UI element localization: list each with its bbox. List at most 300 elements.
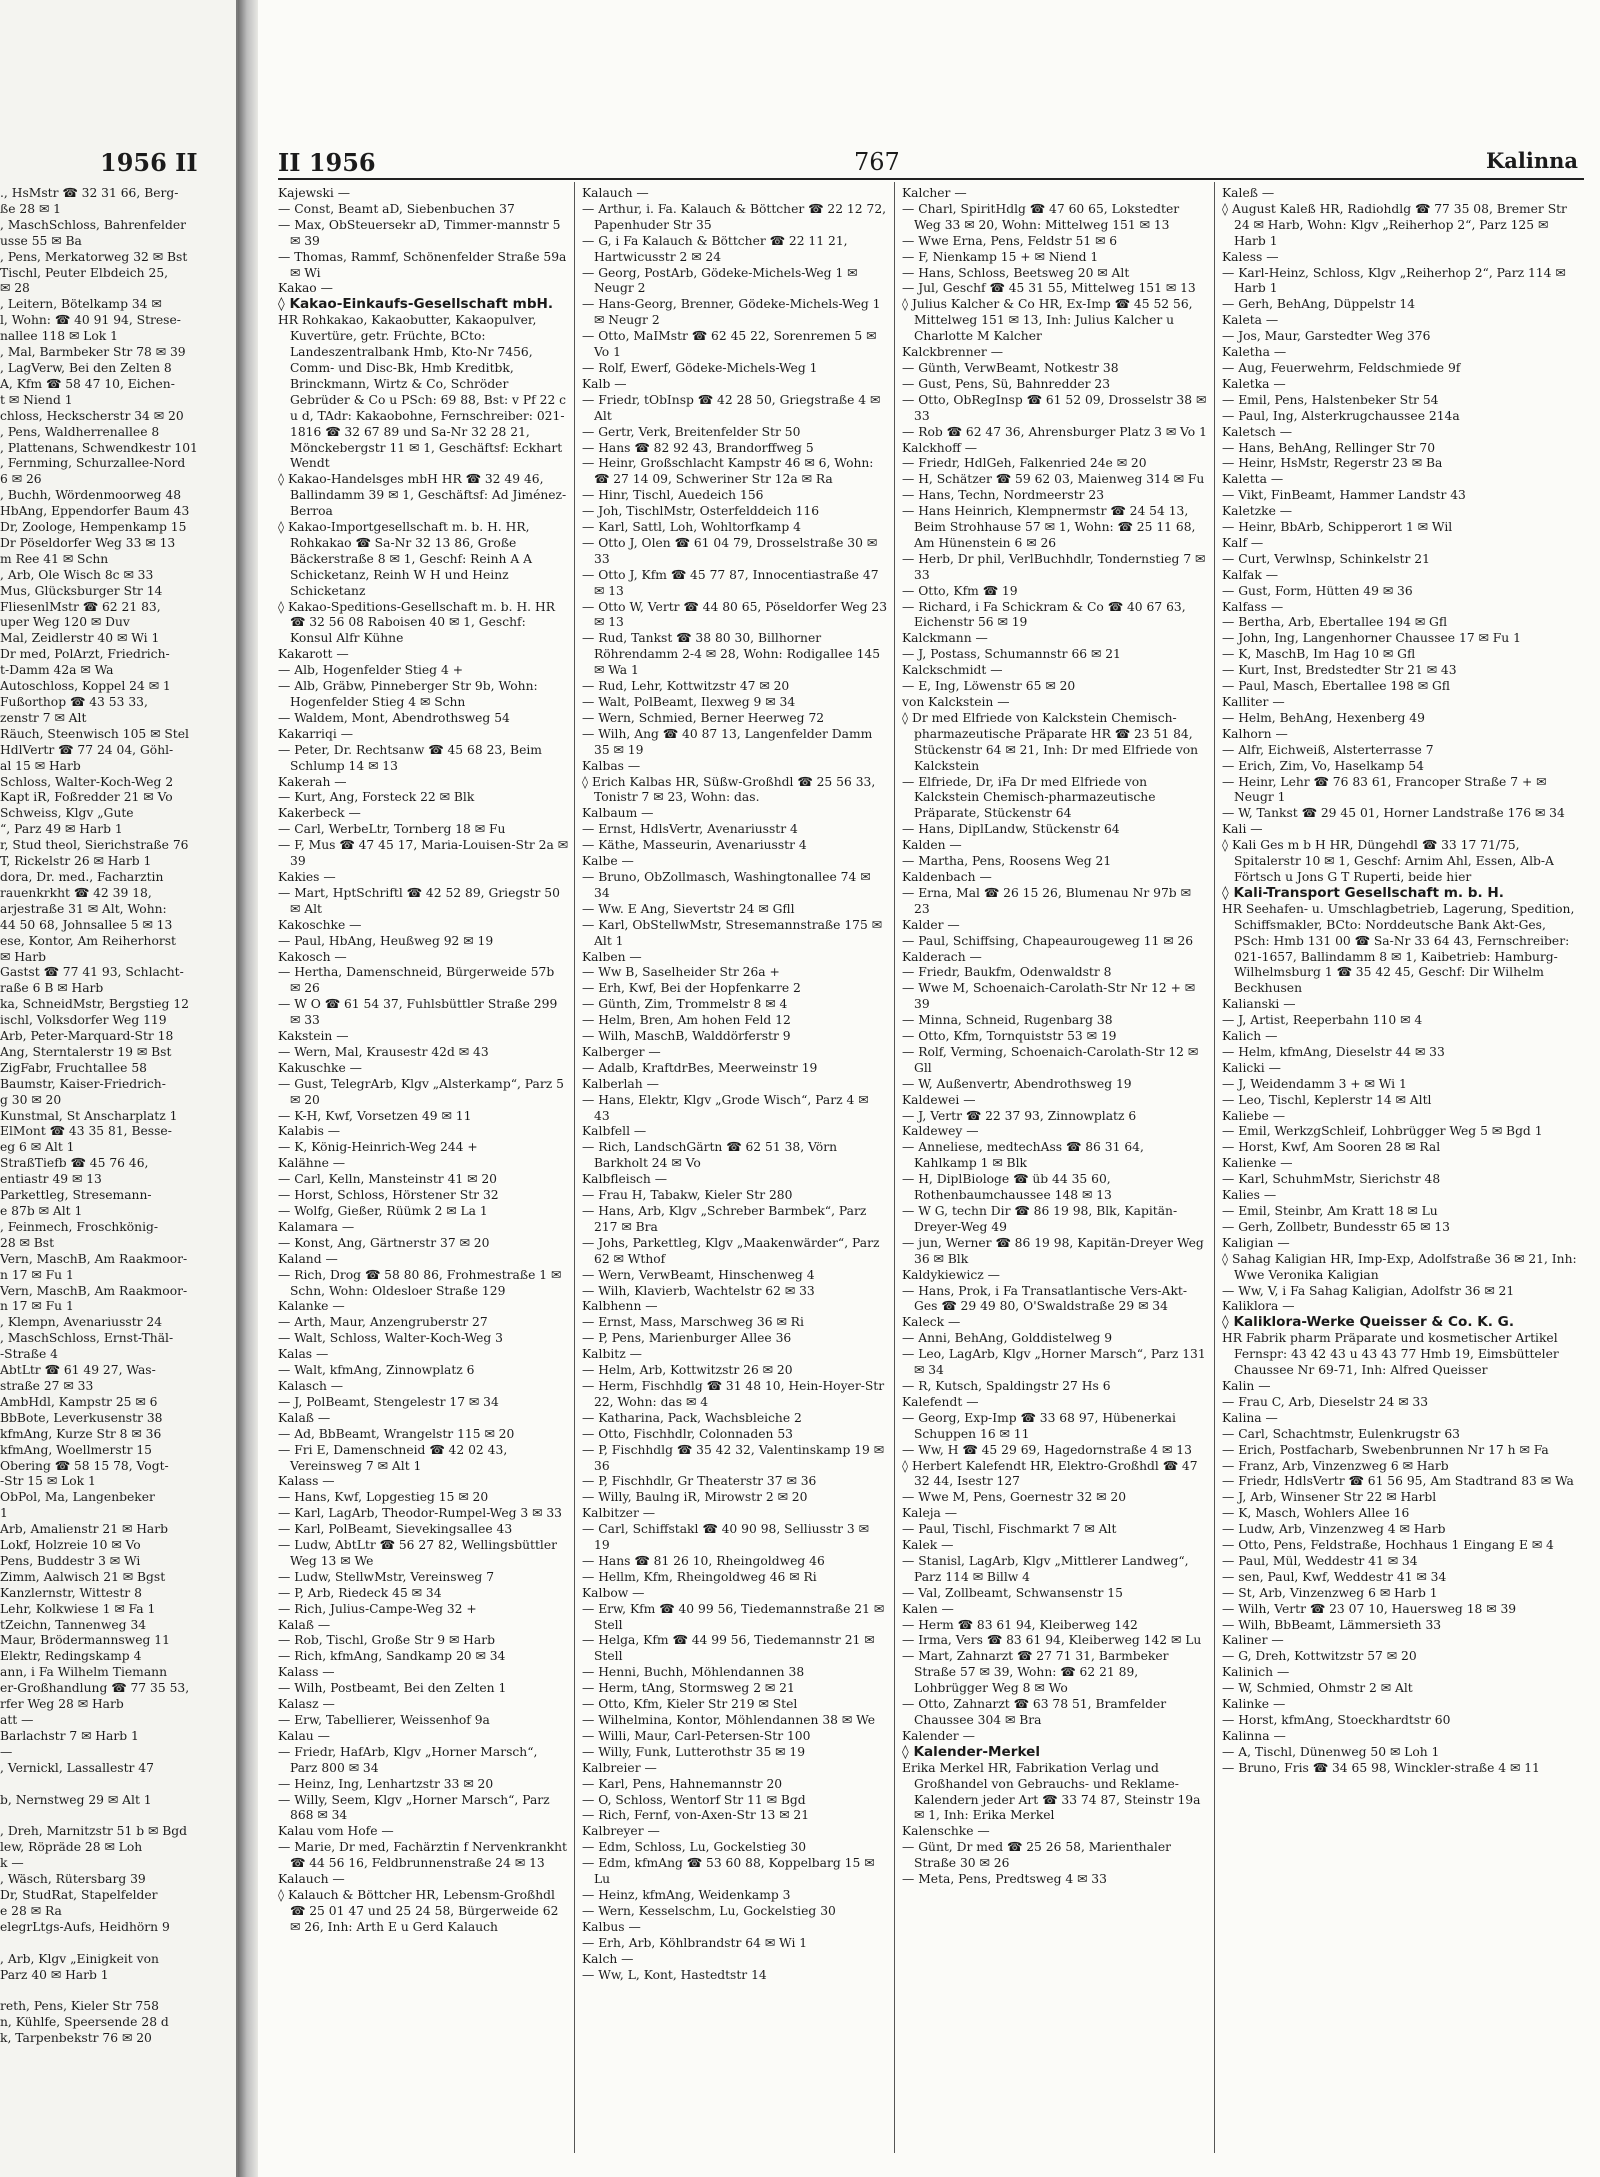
- directory-entry: — Vikt, FinBeamt, Hammer Landstr 43: [1222, 488, 1466, 503]
- directory-entry: Kaland —: [278, 1251, 338, 1266]
- directory-entry: — Wolfg, Gießer, Rüümk 2 ✉ La 1: [278, 1204, 488, 1218]
- directory-entry: — Herb, Dr phil, VerlBuchhdlr, Tondernstieg 7 ✉ 33: [902, 551, 1206, 582]
- firm-heading: ◊ Kakao-Einkaufs-Gesellschaft mbH.: [278, 296, 554, 313]
- directory-entry: Kalauch —: [278, 1872, 345, 1887]
- directory-entry: Kalbitzer —: [582, 1506, 656, 1521]
- directory-entry: — Heinr, BbArb, Schipperort 1 ✉ Wil: [1222, 520, 1453, 535]
- left-line: usse 55 ✉ Ba: [0, 233, 82, 248]
- directory-entry: Kaleja —: [902, 1506, 958, 1521]
- directory-entry: Kalbreyer —: [582, 1824, 660, 1839]
- left-line: Arb, Peter-Marquard-Str 18: [0, 1029, 174, 1044]
- left-line: HbAng, Eppendorfer Baum 43: [0, 504, 190, 519]
- directory-entry: Kaleck —: [902, 1315, 961, 1330]
- directory-entry: — Ludw, AbtLtr ☎ 56 27 82, Wellingsbüttler Weg 13 ✉ We: [278, 1538, 558, 1568]
- directory-entry: — Paul, Ing, Alsterkrugchaussee 214a: [1222, 408, 1460, 423]
- directory-entry: — J, Arb, Winsener Str 22 ✉ Harbl: [1222, 1490, 1437, 1505]
- left-line: Ang, Sterntalerstr 19 ✉ Bst: [0, 1044, 172, 1059]
- left-line: 44 50 68, Johnsallee 5 ✉ 13: [0, 917, 173, 932]
- directory-entry: Kaliner —: [1222, 1633, 1284, 1648]
- left-line: AbtLtr ☎ 61 49 27, Was-: [0, 1363, 156, 1378]
- directory-entry: — Willy, Baulng iR, Mirowstr 2 ✉ 20: [582, 1490, 808, 1505]
- directory-entry: — Ernst, Mass, Marschweg 36 ✉ Ri: [582, 1315, 804, 1330]
- directory-entry: Kalasz —: [278, 1697, 335, 1712]
- directory-entry: — J, Vertr ☎ 22 37 93, Zinnowplatz 6: [902, 1108, 1137, 1123]
- directory-entry: Kalaß —: [278, 1410, 331, 1425]
- directory-entry: Kalienke —: [1222, 1156, 1293, 1171]
- directory-entry: — Rich, Drog ☎ 58 80 86, Frohmestraße 1 ✉ Schn, Wohn: Oldesloer Straße 129: [278, 1267, 562, 1298]
- directory-entry: — Wwe M, Schoenaich-Carolath-Str Nr 12 + ✉ 39: [902, 981, 1196, 1012]
- left-line: Mus, Glücksburger Str 14: [0, 583, 163, 598]
- directory-entry: Kalau —: [278, 1728, 330, 1743]
- directory-entry: Kakao —: [278, 281, 333, 296]
- directory-entry: — Val, Zollbeamt, Schwansenstr 15: [902, 1585, 1123, 1600]
- directory-entry: Kalinna —: [1222, 1728, 1286, 1743]
- directory-entry: HR Seehafen- u. Umschlagbetrieb, Lagerung, Spedition, Schiffsmakler, BCto: Norddeutsche Bank Akt-Ges, PSch: Hmb 131 00 ☎ Sa-Nr 33 64 43, Fernschreiber: 021-1657, Ballindamm 8 ✉ 1, Kaibetrieb: Hamburg-Wilhelmsburg 1 ☎ 35 42 45, Geschf: Dir Wilhelm Beckhusen: [1222, 901, 1575, 996]
- directory-entry: — Georg, Exp-Imp ☎ 33 68 97, Hübenerkai Schuppen 16 ✉ 11: [902, 1410, 1176, 1441]
- directory-entry: Kalender —: [902, 1728, 975, 1743]
- left-line: Obering ☎ 58 15 78, Vogt-: [0, 1458, 169, 1473]
- directory-entry: — Rich, Julius-Campe-Weg 32 +: [278, 1601, 477, 1616]
- directory-entry: — Willy, Seem, Klgv „Horner Marsch“, Parz 868 ✉ 34: [278, 1792, 550, 1823]
- directory-entry: — H, Schätzer ☎ 59 62 03, Maienweg 314 ✉ Fu: [902, 472, 1205, 487]
- left-line: FliesenlMstr ☎ 62 21 83,: [0, 599, 161, 614]
- directory-entry: — Karl, LagArb, Theodor-Rumpel-Weg 3 ✉ 33: [278, 1506, 562, 1521]
- directory-entry: — J, Postass, Schumannstr 66 ✉ 21: [902, 647, 1121, 662]
- directory-entry: Kalckmann —: [902, 631, 988, 646]
- directory-entry: — Karl-Heinz, Schloss, Klgv „Reiherhop 2“, Parz 114 ✉ Harb 1: [1222, 265, 1566, 296]
- directory-entry: — J, Artist, Reeperbahn 110 ✉ 4: [1222, 1013, 1423, 1028]
- left-line: tZeichn, Tannenweg 34: [0, 1617, 147, 1632]
- directory-entry: — Joh, TischlMstr, Osterfelddeich 116: [582, 504, 820, 519]
- left-line: t-Damm 42a ✉ Wa: [0, 663, 114, 678]
- directory-entry: Kalfass —: [1222, 599, 1284, 614]
- directory-entry: — Günth, Zim, Trommelstr 8 ✉ 4: [582, 997, 788, 1012]
- directory-entry: HR Rohkakao, Kakaobutter, Kakaopulver, Kuvertüre, getr. Früchte, BCto: Landeszentralbank Hmb, Kto-Nr 7456, Comm- und Disc-Bk, Hmb Kreditbk, Brinckmann, Wirtz & Co, Schröder Gebrüder & Co u PSch: 69 88, Bst: v Pf 22 c u d, TAdr: Kakaobohne, Fernschreiber: 021-1816 ☎ 32 67 89 und Sa-Nr 32 28 21, Mönckebergstr 11 ✉ 1, Geschäftsf: Eckhart Wendt: [278, 313, 567, 471]
- directory-entry: Kalbhenn —: [582, 1299, 658, 1314]
- directory-entry: — Wilh, Postbeamt, Bei den Zelten 1: [278, 1681, 507, 1696]
- directory-entry: — W G, techn Dir ☎ 86 19 98, Blk, Kapitän-Dreyer-Weg 49: [902, 1204, 1178, 1234]
- left-line: AmbHdl, Kampstr 25 ✉ 6: [0, 1394, 158, 1409]
- directory-entry: Kalefendt —: [902, 1394, 979, 1409]
- left-line: “, Parz 49 ✉ Harb 1: [0, 822, 123, 837]
- directory-entry: — Gust, Form, Hütten 49 ✉ 36: [1222, 583, 1413, 598]
- directory-entry: ◊ Julius Kalcher & Co HR, Ex-Imp ☎ 45 52 56, Mittelweg 151 ✉ 13, Inh: Julius Kalcher u Charlotte M Kalcher: [902, 297, 1193, 344]
- directory-entry: Kalb —: [582, 376, 627, 391]
- directory-entry: — Horst, kfmAng, Stoeckhardtstr 60: [1222, 1713, 1451, 1727]
- directory-entry: — Wern, VerwBeamt, Hinschenweg 4: [582, 1267, 815, 1282]
- directory-entry: — G, Dreh, Kottwitzstr 57 ✉ 20: [1222, 1649, 1417, 1664]
- directory-entry: Kalberlah —: [582, 1076, 659, 1091]
- directory-entry: — Hertha, Damenschneid, Bürgerweide 57b ✉ 26: [278, 965, 555, 996]
- running-head-volume: [278, 148, 376, 177]
- directory-entry: Erika Merkel HR, Fabrikation Verlag und Großhandel von Gebrauchs- und Reklame-Kalendern jeder Art ☎ 33 74 87, Steinstr 19a ✉ 1, Inh: Erika Merkel: [902, 1760, 1201, 1823]
- directory-entry: — Rolf, Verming, Schoenaich-Carolath-Str 12 ✉ Gll: [902, 1044, 1199, 1075]
- directory-entry: Kaliebe —: [1222, 1108, 1286, 1123]
- directory-entry: — Gerh, BehAng, Düppelstr 14: [1222, 297, 1416, 312]
- directory-entry: — Wwe Erna, Pens, Feldstr 51 ✉ 6: [902, 233, 1118, 248]
- left-line: ße 28 ✉ 1: [0, 201, 61, 216]
- left-line: zenstr 7 ✉ Alt: [0, 710, 87, 725]
- directory-entry: — Friedr, HafArb, Klgv „Horner Marsch“, Parz 800 ✉ 34: [278, 1744, 538, 1775]
- directory-entry: Kalass —: [278, 1474, 335, 1489]
- directory-entry: — Carl, WerbeLtr, Tornberg 18 ✉ Fu: [278, 822, 506, 837]
- directory-entry: Kakoschke —: [278, 917, 362, 932]
- directory-entry: — Ww, L, Kont, Hastedtstr 14: [582, 1967, 767, 1982]
- directory-entry: — Rich, LandschGärtn ☎ 62 51 38, Vörn Barkholt 24 ✉ Vo: [582, 1140, 837, 1171]
- left-line: , Feinmech, Froschkönig-: [0, 1219, 159, 1234]
- directory-entry: — Herm, Fischhdlg ☎ 31 48 10, Hein-Hoyer-Str 22, Wohn: das ✉ 4: [582, 1378, 885, 1409]
- directory-entry: — Helm, kfmAng, Dieselstr 44 ✉ 33: [1222, 1044, 1445, 1059]
- left-line: straße 27 ✉ 33: [0, 1378, 94, 1393]
- directory-entry: — Friedr, tObInsp ☎ 42 28 50, Griegstraße 4 ✉ Alt: [582, 392, 881, 423]
- left-line: e 87b ✉ Alt 1: [0, 1204, 83, 1218]
- directory-entry: Kalbus —: [582, 1919, 641, 1934]
- left-line: Schloss, Walter-Koch-Weg 2: [0, 774, 174, 789]
- directory-entry: — Erw, Kfm ☎ 40 99 56, Tiedemannstraße 21 ✉ Stell: [582, 1601, 885, 1632]
- directory-entry: — Waldem, Mont, Abendrothsweg 54: [278, 710, 510, 725]
- left-line: Tischl, Peuter Elbdeich 25,: [0, 265, 169, 280]
- left-line: , Buchh, Wördenmoorweg 48: [0, 488, 182, 503]
- directory-entry: — Arthur, i. Fa. Kalauch & Böttcher ☎ 22 12 72, Papenhuder Str 35: [582, 201, 887, 232]
- directory-entry: — Gertr, Verk, Breitenfelder Str 50: [582, 424, 801, 439]
- directory-entry: — Wilh, MaschB, Walddörferstr 9: [582, 1029, 791, 1044]
- directory-entry: — Emil, WerkzgSchleif, Lohbrügger Weg 5 ✉ Bgd 1: [1222, 1124, 1543, 1139]
- directory-entry: — Marie, Dr med, Fachärztin f Nervenkrankht ☎ 44 56 16, Feldbrunnenstraße 24 ✉ 13: [278, 1840, 567, 1871]
- directory-entry: — Otto J, Kfm ☎ 45 77 87, Innocentiastraße 47 ✉ 13: [582, 567, 879, 598]
- directory-entry: — Edm, kfmAng ☎ 53 60 88, Koppelbarg 15 ✉ Lu: [582, 1856, 875, 1887]
- directory-entry: Kalfak —: [1222, 567, 1278, 582]
- directory-entry: — Otto, Fischhdlr, Colonnaden 53: [582, 1426, 793, 1441]
- left-line: , Pens, Waldherrenallee 8: [0, 424, 160, 439]
- left-line: , MaschSchloss, Ernst-Thäl-: [0, 1331, 174, 1346]
- directory-entry: — Friedr, HdlsVertr ☎ 61 56 95, Am Stadtrand 83 ✉ Wa: [1222, 1474, 1574, 1489]
- directory-entry: — Franz, Arb, Vinzenzweg 6 ✉ Harb: [1222, 1458, 1449, 1473]
- directory-entry: Kalamara —: [278, 1219, 355, 1234]
- left-line: , Mal, Barmbeker Str 78 ✉ 39: [0, 345, 186, 360]
- directory-entry: — Leo, Tischl, Keplerstr 14 ✉ Altl: [1222, 1092, 1432, 1107]
- directory-entry: Kaletsch —: [1222, 424, 1292, 439]
- directory-entry: — Helm, Arb, Kottwitzstr 26 ✉ 20: [582, 1363, 793, 1378]
- left-line: Kunstmal, St Anscharplatz 1: [0, 1108, 178, 1123]
- left-line: ann, i Fa Wilhelm Tiemann: [0, 1665, 167, 1680]
- directory-entry: — Ludw, Arb, Vinzenzweg 4 ✉ Harb: [1222, 1522, 1446, 1537]
- directory-entry: — Wilh, BbBeamt, Lämmersieth 33: [1222, 1617, 1442, 1632]
- left-line: Kapt iR, Foßredder 21 ✉ Vo: [0, 790, 173, 805]
- directory-entry: — W, Schmied, Ohmstr 2 ✉ Alt: [1222, 1681, 1413, 1696]
- directory-entry: Kalf —: [1222, 535, 1264, 550]
- left-line: al 15 ✉ Harb: [0, 758, 81, 773]
- left-line: , Pens, Merkatorweg 32 ✉ Bst: [0, 249, 188, 264]
- directory-entry: Kalberger —: [582, 1044, 661, 1059]
- directory-entry: — W, Außenvertr, Abendrothsweg 19: [902, 1076, 1132, 1091]
- directory-entry: — jun, Werner ☎ 86 19 98, Kapitän-Dreyer Weg 36 ✉ Blk: [902, 1235, 1204, 1266]
- column-divider: [1214, 182, 1215, 2153]
- directory-entry: — Otto, Kfm, Kieler Str 219 ✉ Stel: [582, 1697, 798, 1712]
- directory-entry: Kalckschmidt —: [902, 663, 1003, 678]
- firm-heading: ◊ Kali-Transport Gesellschaft m. b. H.: [1222, 884, 1504, 901]
- left-page-column: [0, 186, 230, 2157]
- left-line: ., HsMstr ☎ 32 31 66, Berg-: [0, 186, 179, 200]
- directory-entry: — Hans, Schloss, Beetsweg 20 ✉ Alt: [902, 265, 1130, 280]
- left-line: Zimm, Aalwisch 21 ✉ Bgst: [0, 1569, 166, 1584]
- directory-entry: — J, PolBeamt, Stengelestr 17 ✉ 34: [278, 1394, 499, 1409]
- left-line: k —: [0, 1856, 24, 1871]
- directory-entry: — Ernst, HdlsVertr, Avenariusstr 4: [582, 822, 798, 837]
- directory-entry: — Kurt, Ang, Forsteck 22 ✉ Blk: [278, 790, 475, 805]
- left-line: ObPol, Ma, Langenbeker: [0, 1490, 155, 1505]
- left-line: Räuch, Steenwisch 105 ✉ Stel: [0, 726, 189, 741]
- directory-entry: — Heinr, Lehr ☎ 76 83 61, Francoper Straße 7 + ✉ Neugr 1: [1222, 774, 1547, 805]
- left-line: Maur, Brödermannsweg 11: [0, 1633, 170, 1648]
- directory-entry: — Heinr, HsMstr, Regerstr 23 ✉ Ba: [1222, 456, 1443, 471]
- column-divider: [574, 182, 575, 2153]
- header-rule: [278, 178, 1584, 180]
- directory-entry: — P, Fischhdlg ☎ 35 42 32, Valentinskamp 19 ✉ 36: [582, 1442, 885, 1473]
- directory-entry: Kalinich —: [1222, 1665, 1290, 1680]
- left-line: Baumstr, Kaiser-Friedrich-: [0, 1076, 166, 1091]
- left-line: , Fernming, Schurzallee-Nord: [0, 456, 186, 471]
- directory-entry: — Erich, Postfacharb, Swebenbrunnen Nr 17 h ✉ Fa: [1222, 1442, 1549, 1457]
- left-line: , Klempn, Avenariusstr 24: [0, 1315, 163, 1330]
- left-line: chloss, Heckscherstr 34 ✉ 20: [0, 408, 184, 423]
- directory-entry: ◊ Kakao-Importgesellschaft m. b. H. HR, Rohkakao ☎ Sa-Nr 32 13 86, Große Bäckerstraße 8 ✉ 1, Geschf: Reinh A A Schicketanz, Reinh W H und Heinz Schicketanz: [278, 520, 533, 598]
- directory-entry: — F, Mus ☎ 47 45 17, Maria-Louisen-Str 2a ✉ 39: [278, 838, 568, 869]
- directory-entry: — Rob, Tischl, Große Str 9 ✉ Harb: [278, 1633, 495, 1648]
- directory-entry: Kaldewei —: [902, 1092, 976, 1107]
- left-line: att —: [0, 1713, 34, 1727]
- page-number: 767: [854, 148, 900, 176]
- directory-entry: — Alfr, Eichweiß, Alsterterrasse 7: [1222, 742, 1434, 757]
- left-line: , Leitern, Bötelkamp 34 ✉: [0, 297, 162, 312]
- directory-entry: Kakerah —: [278, 774, 347, 789]
- directory-entry: HR Fabrik pharm Präparate und kosmetischer Artikel Fernspr: 43 42 43 u 43 43 77 Hmb 19, Eimsbütteler Chaussee Nr 69-71, Inh: Alfred Queisser: [1222, 1331, 1559, 1378]
- left-line: Dr med, PolArzt, Friedrich-: [0, 647, 170, 662]
- directory-entry: — Aug, Feuerwehrm, Feldschmiede 9f: [1222, 360, 1461, 375]
- directory-entry: — Stanisl, LagArb, Klgv „Mittlerer Landweg“, Parz 114 ✉ Billw 4: [902, 1553, 1189, 1584]
- directory-entry: — Hans, Kwf, Lopgestieg 15 ✉ 20: [278, 1490, 489, 1505]
- directory-entry: Kalinke —: [1222, 1697, 1286, 1712]
- directory-entry: von Kalckstein —: [902, 695, 1010, 709]
- directory-entry: — Carl, Kelln, Mansteinstr 41 ✉ 20: [278, 1172, 497, 1187]
- directory-entry: — K, MaschB, Im Hag 10 ✉ Gfl: [1222, 647, 1416, 662]
- directory-entry: — St, Arb, Vinzenzweg 6 ✉ Harb 1: [1222, 1585, 1438, 1600]
- directory-entry: Kalbow —: [582, 1585, 645, 1600]
- left-line: Mal, Zeidlerstr 40 ✉ Wi 1: [0, 631, 160, 646]
- directory-entry: — Heinz, kfmAng, Weidenkamp 3: [582, 1887, 791, 1902]
- directory-entry: — Fri E, Damenschneid ☎ 42 02 43, Vereinsweg 7 ✉ Alt 1: [278, 1442, 508, 1473]
- directory-entry: — Hans, Elektr, Klgv „Grode Wisch“, Parz 4 ✉ 43: [582, 1092, 869, 1123]
- directory-entry: — Otto, MaIMstr ☎ 62 45 22, Sorenremen 5 ✉ Vo 1: [582, 329, 877, 360]
- left-line: r, Stud theol, Sierichstraße 76: [0, 838, 189, 853]
- left-line: Autoschloss, Koppel 24 ✉ 1: [0, 679, 171, 694]
- directory-entry: Kaletzke —: [1222, 504, 1293, 519]
- directory-entry: — Hellm, Kfm, Rheingoldweg 46 ✉ Ri: [582, 1569, 817, 1584]
- year-label: 1956: [308, 148, 376, 177]
- directory-entry: — Adalb, KraftdrBes, Meerweinstr 19: [582, 1060, 818, 1075]
- directory-entry: — Karl, Pens, Hahnemannstr 20: [582, 1776, 783, 1791]
- directory-entry: — Rolf, Ewerf, Gödeke-Michels-Weg 1: [582, 360, 818, 375]
- directory-entry: — Horst, Schloss, Hörstener Str 32: [278, 1188, 499, 1203]
- left-line: lew, Röpräde 28 ✉ Loh: [0, 1840, 143, 1855]
- directory-entry: — Walt, kfmAng, Zinnowplatz 6: [278, 1363, 475, 1378]
- directory-entry: — Ww, V, i Fa Sahag Kaligian, Adolfstr 36 ✉ 21: [1222, 1283, 1515, 1298]
- left-line: Dr, StudRat, Stapelfelder: [0, 1887, 158, 1902]
- catchword: Kalinna: [1486, 148, 1578, 173]
- directory-entry: — G, i Fa Kalauch & Böttcher ☎ 22 11 21, Hartwicusstr 2 ✉ 24: [582, 233, 848, 264]
- directory-entry: Kalina —: [1222, 1410, 1278, 1425]
- left-line: Barlachstr 7 ✉ Harb 1: [0, 1728, 139, 1743]
- left-line: 6 ✉ 26: [0, 472, 42, 487]
- left-line: ✉ 28: [0, 281, 30, 296]
- left-line: dora, Dr. med., Facharztin: [0, 869, 164, 884]
- directory-entry: Kalckhoff —: [902, 440, 978, 455]
- directory-entry: — Hans, Arb, Klgv „Schreber Barmbek“, Parz 217 ✉ Bra: [582, 1204, 867, 1234]
- left-line: k, Tarpenbekstr 76 ✉ 20: [0, 2031, 152, 2046]
- left-line: , Arb, Klgv „Einigkeit von: [0, 1951, 159, 1966]
- left-line: , Wäsch, Rütersbarg 39: [0, 1872, 146, 1887]
- left-line: reth, Pens, Kieler Str 758: [0, 1999, 159, 2014]
- directory-entry: ◊ Kakao-Handelsges mbH HR ☎ 32 49 46, Ballindamm 39 ✉ 1, Geschäftsf: Ad Jiménez-Berroa: [278, 472, 567, 519]
- directory-entry: — Otto, Kfm ☎ 19: [902, 583, 1018, 598]
- directory-entry: Kalben —: [582, 949, 642, 964]
- left-line: BbBote, Leverkusenstr 38: [0, 1410, 163, 1425]
- left-line: [0, 1983, 230, 1999]
- directory-entry: — Karl, Sattl, Loh, Wohltorfkamp 4: [582, 520, 801, 535]
- directory-entry: Kalch —: [582, 1951, 634, 1966]
- left-line: Vern, MaschB, Am Raakmoor-: [0, 1283, 188, 1298]
- directory-entry: Kalass —: [278, 1665, 335, 1680]
- directory-entry: Kaliklora —: [1222, 1299, 1295, 1314]
- directory-entry: ◊ Kalauch & Böttcher HR, Lebensm-Großhdl ☎ 25 01 47 und 25 24 58, Bürgerweide 62 ✉ 26, Inh: Arth E u Gerd Kalauch: [278, 1887, 559, 1934]
- directory-entry: — Meta, Pens, Predtsweg 4 ✉ 33: [902, 1872, 1107, 1887]
- left-line: b, Nernstweg 29 ✉ Alt 1: [0, 1792, 152, 1807]
- directory-entry: — Walt, Schloss, Walter-Koch-Weg 3: [278, 1331, 503, 1346]
- directory-entry: Kalder —: [902, 917, 960, 932]
- left-line: entiastr 49 ✉ 13: [0, 1172, 102, 1187]
- left-line: Schweiss, Klgv „Gute: [0, 806, 134, 821]
- directory-entry: Kaleß —: [1222, 186, 1275, 200]
- directory-entry: — Paul, Mül, Weddestr 41 ✉ 34: [1222, 1553, 1418, 1568]
- left-line: , Vernickl, Lassallestr 47: [0, 1760, 154, 1775]
- directory-entry: Kalhorn —: [1222, 726, 1288, 741]
- directory-entry: — Gust, TelegrArb, Klgv „Alsterkamp“, Parz 5 ✉ 20: [278, 1076, 564, 1107]
- directory-entry: — Paul, Masch, Ebertallee 198 ✉ Gfl: [1222, 679, 1451, 694]
- directory-entry: — Charl, SpiritHdlg ☎ 47 60 65, Lokstedter Weg 33 ✉ 20, Wohn: Mittelweg 151 ✉ 13: [902, 201, 1180, 232]
- directory-entry: — Frau H, Tabakw, Kieler Str 280: [582, 1188, 793, 1203]
- left-line: Parz 40 ✉ Harb 1: [0, 1967, 109, 1982]
- directory-entry: — Rich, kfmAng, Sandkamp 20 ✉ 34: [278, 1649, 506, 1664]
- directory-entry: — Erna, Mal ☎ 26 15 26, Blumenau Nr 97b ✉ 23: [902, 885, 1191, 916]
- directory-entry: ◊ Herbert Kalefendt HR, Elektro-Großhdl ☎ 47 32 44, Isestr 127: [902, 1458, 1198, 1489]
- left-line: rauenkrkht ☎ 42 39 18,: [0, 885, 152, 900]
- directory-entry: — Hinr, Tischl, Auedeich 156: [582, 488, 764, 503]
- left-line: 28 ✉ Bst: [0, 1235, 55, 1250]
- directory-entry: — Otto, Kfm, Tornquiststr 53 ✉ 19: [902, 1029, 1117, 1044]
- directory-entry: — Henni, Buchh, Möhlendannen 38: [582, 1665, 805, 1680]
- directory-entry: Kakarott —: [278, 647, 349, 662]
- firm-heading: ◊ Kalender-Merkel: [902, 1743, 1041, 1760]
- directory-entry: Kaldykiewicz —: [902, 1267, 1000, 1282]
- directory-entry: Kalauch —: [582, 186, 649, 200]
- directory-entry: — K, Masch, Wohlers Allee 16: [1222, 1506, 1410, 1521]
- left-page: [0, 0, 238, 2177]
- directory-entry: Kalcher —: [902, 186, 967, 200]
- directory-entry: Kalau vom Hofe —: [278, 1824, 394, 1839]
- directory-entry: — Ww, H ☎ 45 29 69, Hagedornstraße 4 ✉ 13: [902, 1442, 1192, 1457]
- left-line: , LagVerw, Bei den Zelten 8: [0, 360, 172, 375]
- directory-entry: — Wern, Schmied, Berner Heerweg 72: [582, 710, 825, 725]
- directory-entry: Kakstein —: [278, 1029, 349, 1044]
- directory-entry: Kakerbeck —: [278, 806, 361, 821]
- left-line: ese, Kontor, Am Reiherhorst: [0, 933, 176, 948]
- directory-entry: — Konst, Ang, Gärtnerstr 37 ✉ 20: [278, 1235, 490, 1250]
- directory-entry: — Gerh, Zollbetr, Bundesstr 65 ✉ 13: [1222, 1219, 1450, 1234]
- directory-entry: Kakarriqi —: [278, 726, 354, 741]
- directory-entry: — Hans ☎ 82 92 43, Brandorffweg 5: [582, 440, 814, 455]
- left-line: [0, 1777, 230, 1793]
- directory-entry: Kalasch —: [278, 1378, 344, 1393]
- left-line: Fußorthop ☎ 43 53 33,: [0, 695, 148, 709]
- directory-entry: — Walt, PolBeamt, Ilexweg 9 ✉ 34: [582, 695, 796, 709]
- left-line: g 30 ✉ 20: [0, 1092, 62, 1107]
- left-line: n, Kühlfe, Speersende 28 d: [0, 2015, 169, 2030]
- directory-entry: Kaletka —: [1222, 376, 1286, 391]
- left-line: -Str 15 ✉ Lok 1: [0, 1474, 96, 1489]
- directory-entry: — H, DiplBiologe ☎ üb 44 35 60, Rothenbaumchaussee 148 ✉ 13: [902, 1172, 1112, 1203]
- left-line: uper Weg 120 ✉ Duv: [0, 615, 130, 630]
- directory-entry: — Hans ☎ 81 26 10, Rheingoldweg 46: [582, 1553, 825, 1568]
- left-line: Lehr, Kolkwiese 1 ✉ Fa 1: [0, 1601, 156, 1616]
- directory-entry: — Rud, Lehr, Kottwitzstr 47 ✉ 20: [582, 679, 790, 694]
- directory-entry: — Thomas, Rammf, Schönenfelder Straße 59a ✉ Wi: [278, 249, 567, 280]
- directory-entry: — Anneliese, medtechAss ☎ 86 31 64, Kahlkamp 1 ✉ Blk: [902, 1140, 1144, 1171]
- directory-entry: Kalianski —: [1222, 997, 1296, 1012]
- directory-column-1: [278, 186, 568, 2157]
- directory-entry: — Käthe, Masseurin, Avenariusstr 4: [582, 838, 807, 853]
- directory-entry: — Paul, HbAng, Heußweg 92 ✉ 19: [278, 933, 494, 948]
- directory-entry: — Ludw, StellwMstr, Vereinsweg 7: [278, 1569, 495, 1584]
- directory-entry: — Helga, Kfm ☎ 44 99 56, Tiedemannstr 21 ✉ Stell: [582, 1633, 875, 1664]
- directory-entry: Kaless —: [1222, 249, 1279, 264]
- directory-entry: Kalbe —: [582, 854, 634, 869]
- directory-entry: — Wwe M, Pens, Goernestr 32 ✉ 20: [902, 1490, 1127, 1505]
- directory-entry: — W, Tankst ☎ 29 45 01, Horner Landstraße 176 ✉ 34: [1222, 806, 1565, 821]
- directory-entry: — Hans Heinrich, Klempnermstr ☎ 24 54 13, Beim Strohhause 57 ✉ 1, Wohn: ☎ 25 11 68, Am Hünenstein 6 ✉ 26: [902, 504, 1196, 550]
- left-line: nallee 118 ✉ Lok 1: [0, 329, 118, 344]
- directory-entry: — Emil, Pens, Halstenbeker Str 54: [1222, 392, 1439, 407]
- directory-entry: — Hans, Prok, i Fa Transatlantische Vers-Akt-Ges ☎ 29 49 80, O'Swaldstraße 29 ✉ 34: [902, 1283, 1187, 1314]
- left-line: —: [0, 1744, 13, 1759]
- directory-entry: — Wern, Kesselschm, Lu, Gockelstieg 30: [582, 1903, 836, 1918]
- directory-entry: — Horst, Kwf, Am Sooren 28 ✉ Ral: [1222, 1140, 1441, 1155]
- left-line: raße 6 B ✉ Harb: [0, 981, 104, 996]
- directory-entry: — Curt, Verwlnsp, Schinkelstr 21: [1222, 551, 1430, 566]
- directory-entry: — Anni, BehAng, Golddistelweg 9: [902, 1331, 1113, 1346]
- directory-entry: — Johs, Parkettleg, Klgv „Maakenwärder“, Parz 62 ✉ Wthof: [582, 1235, 880, 1266]
- right-page: [258, 0, 1600, 2177]
- left-line: , MaschSchloss, Bahrenfelder: [0, 217, 187, 232]
- directory-entry: — Mart, HptSchriftl ☎ 42 52 89, Griegstr 50 ✉ Alt: [278, 885, 560, 916]
- left-line: ZigFabr, Fruchtallee 58: [0, 1060, 147, 1075]
- left-line: [0, 1936, 230, 1952]
- left-line: -Straße 4: [0, 1347, 58, 1362]
- directory-entry: — Wilhelmina, Kontor, Möhlendannen 38 ✉ We: [582, 1713, 876, 1727]
- directory-entry: — Karl, ObStellwMstr, Stresemannstraße 175 ✉ Alt 1: [582, 917, 883, 948]
- directory-entry: — O, Schloss, Wentorf Str 11 ✉ Bgd: [582, 1792, 806, 1807]
- directory-entry: — K-H, Kwf, Vorsetzen 49 ✉ 11: [278, 1108, 472, 1123]
- directory-entry: — Günth, VerwBeamt, Notkestr 38: [902, 360, 1119, 375]
- directory-entry: — Rob ☎ 62 47 36, Ahrensburger Platz 3 ✉ Vo 1: [902, 424, 1207, 439]
